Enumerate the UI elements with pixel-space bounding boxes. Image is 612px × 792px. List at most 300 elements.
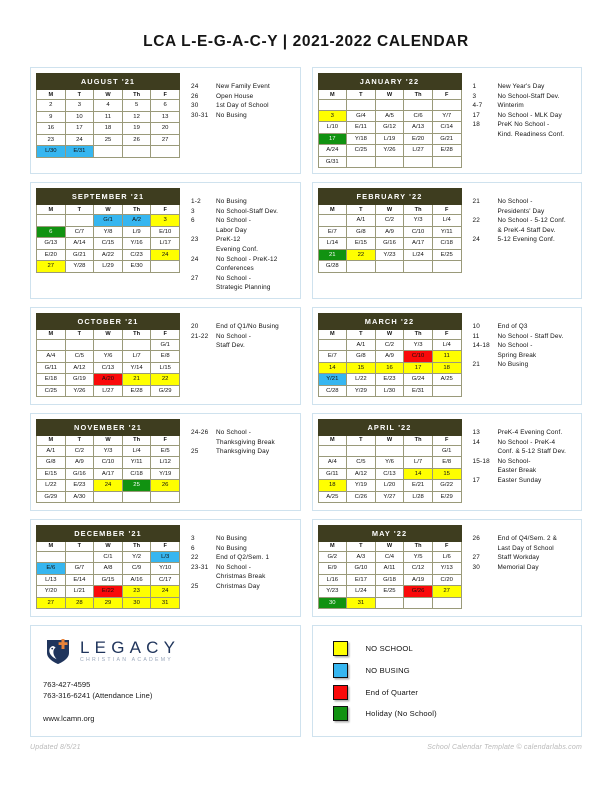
day-cell: E/31 [404, 385, 433, 397]
weekday-t: T [347, 541, 376, 551]
weekday-w: W [375, 90, 404, 100]
week-row [318, 215, 461, 227]
day-cell: 11 [432, 351, 461, 363]
month-name: OCTOBER '21 [37, 313, 180, 329]
day-cell: 5 [122, 100, 151, 112]
day-cell: 18 [432, 362, 461, 374]
day-cell: 17 [65, 123, 94, 135]
note-text: Conf. & 5-12 Staff Dev. [497, 448, 567, 456]
day-cell-empty [318, 339, 347, 351]
note-date: 24 [472, 236, 481, 244]
note-row [191, 544, 295, 554]
day-cell: 31 [151, 597, 180, 609]
day-cell: G/15 [94, 574, 123, 586]
note-row [473, 428, 577, 438]
note-row [473, 111, 577, 121]
legend-row-no-school [333, 641, 570, 656]
day-cell: E/21 [404, 480, 433, 492]
weekday-w: W [375, 435, 404, 445]
school-logo [43, 636, 288, 666]
day-cell: 27 [37, 261, 66, 273]
day-cell: 3 [318, 110, 347, 122]
week-row [318, 574, 461, 586]
note-row [473, 235, 577, 245]
day-cell: C/6 [404, 110, 433, 122]
day-cell: E/20 [37, 249, 66, 261]
day-cell-empty [318, 100, 347, 111]
day-cell: 16 [37, 123, 66, 135]
day-cell: E/25 [375, 586, 404, 598]
day-cell: G/2 [318, 551, 347, 563]
day-cell: Y/28 [65, 261, 94, 273]
day-cell: G/12 [375, 122, 404, 134]
day-cell-empty [404, 156, 433, 168]
note-row [191, 447, 295, 457]
note-text: No School - PreK-4 [497, 438, 556, 446]
day-cell: 12 [122, 111, 151, 123]
legend-label-holiday: Holiday (No School) [365, 709, 437, 719]
day-cell: 13 [151, 111, 180, 123]
month-notes-march-22 [462, 313, 577, 370]
week-row [318, 133, 461, 145]
day-cell: E/8 [151, 351, 180, 363]
day-cell: L/4 [122, 445, 151, 457]
month-table-december-21 [36, 525, 180, 610]
note-date: 22 [191, 554, 199, 562]
day-cell: G/16 [65, 468, 94, 480]
weekday-f: F [151, 541, 180, 551]
day-cell: A/9 [375, 226, 404, 238]
day-cell: 19 [122, 123, 151, 135]
day-cell: G/13 [37, 238, 66, 250]
month-notes-may-22 [462, 525, 577, 572]
month-panel-february-22 [312, 182, 583, 299]
month-panel-december-21 [30, 519, 301, 617]
month-notes-december-21 [180, 525, 295, 592]
note-date: 1 [472, 83, 477, 90]
note-row [191, 264, 295, 274]
day-cell: E/7 [318, 226, 347, 238]
day-cell: A/17 [94, 468, 123, 480]
day-cell: E/17 [347, 574, 376, 586]
note-text: No School - [497, 342, 533, 350]
month-name: APRIL '22 [318, 419, 461, 435]
day-cell: Y/6 [94, 351, 123, 363]
note-row [473, 447, 577, 457]
day-cell-empty [404, 261, 433, 273]
note-row [473, 82, 577, 92]
day-cell-empty [375, 597, 404, 609]
day-cell: L/7 [122, 351, 151, 363]
day-cell: C/13 [94, 362, 123, 374]
week-row [37, 226, 180, 238]
day-cell: L/22 [347, 374, 376, 386]
day-cell: G/4 [347, 110, 376, 122]
day-cell: 27 [37, 597, 66, 609]
day-cell-empty [404, 445, 433, 457]
weekday-m: M [37, 205, 66, 215]
day-cell: A/2 [122, 215, 151, 227]
month-table-february-22 [318, 188, 462, 273]
week-row [318, 145, 461, 157]
note-row [473, 207, 577, 217]
weekday-f: F [151, 435, 180, 445]
day-cell: G/10 [347, 563, 376, 575]
day-cell: G/21 [65, 249, 94, 261]
day-cell: A/14 [65, 238, 94, 250]
weekday-header-row [37, 541, 180, 551]
day-cell: G/1 [94, 215, 123, 227]
day-cell: G/28 [318, 261, 347, 273]
note-row [191, 226, 295, 236]
day-cell: L/27 [404, 145, 433, 157]
month-header-row [37, 313, 180, 329]
day-cell: G/29 [151, 385, 180, 397]
day-cell: C/4 [375, 551, 404, 563]
day-cell: E/23 [65, 480, 94, 492]
note-date: 22 [472, 217, 481, 225]
note-row [473, 120, 577, 130]
week-row [318, 351, 461, 363]
month-panel-march-22 [312, 307, 583, 405]
day-cell: L/27 [94, 385, 123, 397]
note-date: 1-2 [191, 198, 201, 205]
weekday-th: Th [404, 205, 433, 215]
day-cell: G/21 [432, 133, 461, 145]
day-cell-empty [375, 156, 404, 168]
day-cell: 25 [94, 134, 123, 146]
week-row [37, 146, 180, 158]
legend-row-end-of-quarter [333, 685, 570, 700]
note-text: 1st Day of School [216, 102, 269, 110]
note-text: No School - MLK Day [497, 111, 562, 119]
day-cell: A/19 [404, 574, 433, 586]
day-cell: L/30 [37, 146, 66, 158]
day-cell: G/31 [318, 156, 347, 168]
week-row [37, 551, 180, 563]
legend-label-no-busing: NO BUSING [365, 665, 410, 675]
note-row [191, 563, 295, 573]
note-date: 24-26 [191, 428, 209, 436]
month-name: NOVEMBER '21 [37, 419, 180, 435]
note-text: No School - [216, 332, 252, 340]
day-cell: C/28 [318, 385, 347, 397]
weekday-w: W [94, 329, 123, 339]
week-row [318, 110, 461, 122]
note-date: 24 [191, 83, 199, 90]
day-cell: 26 [122, 134, 151, 146]
week-row [318, 122, 461, 134]
weekday-th: Th [122, 435, 151, 445]
note-text: End of Q4/Sem. 2 & [497, 534, 558, 542]
note-text: End of Q1/No Busing [216, 322, 279, 330]
note-row [473, 476, 577, 486]
day-cell-empty [347, 100, 376, 111]
note-date: 14 [472, 438, 481, 446]
week-row [318, 249, 461, 261]
day-cell: L/30 [375, 385, 404, 397]
weekday-header-row [318, 329, 461, 339]
note-row [191, 322, 295, 332]
school-info-box [30, 625, 301, 738]
note-row [191, 438, 295, 448]
weekday-t: T [347, 205, 376, 215]
day-cell: C/20 [432, 574, 461, 586]
month-notes-august-21 [180, 73, 295, 120]
month-header-row [318, 313, 461, 329]
day-cell: Y/3 [404, 215, 433, 227]
day-cell: 3 [151, 215, 180, 227]
day-cell: 20 [151, 123, 180, 135]
school-website[interactable]: www.lcamn.org [43, 713, 95, 723]
day-cell: A/3 [347, 551, 376, 563]
day-cell: G/1 [432, 445, 461, 457]
weekday-w: W [375, 205, 404, 215]
week-row [37, 351, 180, 363]
day-cell: Y/7 [432, 110, 461, 122]
day-cell: C/18 [432, 238, 461, 250]
day-cell: E/20 [404, 133, 433, 145]
note-text: Presidents' Day [497, 207, 545, 215]
note-date: 13 [472, 428, 481, 436]
note-date: 21 [472, 198, 481, 205]
day-cell: G/16 [375, 238, 404, 250]
note-row [191, 82, 295, 92]
day-cell: E/31 [65, 146, 94, 158]
day-cell: 25 [122, 480, 151, 492]
weekday-f: F [432, 205, 461, 215]
note-row [191, 92, 295, 102]
day-cell: G/7 [65, 563, 94, 575]
day-cell: Y/5 [404, 551, 433, 563]
note-text: No School - [497, 198, 533, 205]
weekday-header-row [37, 329, 180, 339]
weekday-th: Th [122, 541, 151, 551]
day-cell: E/14 [65, 574, 94, 586]
note-row [473, 341, 577, 351]
weekday-t: T [65, 541, 94, 551]
day-cell: 21 [318, 249, 347, 261]
weekday-header-row [318, 541, 461, 551]
note-text: Strategic Planning [216, 284, 271, 292]
note-text: Thanksgiving Day [216, 448, 270, 456]
day-cell: E/5 [151, 445, 180, 457]
weekday-t: T [347, 435, 376, 445]
weekday-w: W [94, 541, 123, 551]
day-cell-empty [432, 100, 461, 111]
note-date: 3 [472, 92, 477, 100]
months-grid [30, 67, 582, 617]
day-cell: L/24 [347, 586, 376, 598]
day-cell-empty [347, 156, 376, 168]
month-notes-november-21 [180, 419, 295, 457]
weekday-f: F [151, 90, 180, 100]
day-cell: L/4 [432, 339, 461, 351]
day-cell: 21 [122, 374, 151, 386]
note-row [191, 255, 295, 265]
weekday-m: M [37, 435, 66, 445]
note-date: 21 [472, 361, 481, 369]
note-date: 17 [472, 476, 481, 484]
weekday-header-row [318, 205, 461, 215]
note-text: Easter Sunday [497, 476, 542, 484]
note-text: PreK-12 [216, 236, 241, 244]
day-cell: G/24 [404, 374, 433, 386]
day-cell: Y/21 [318, 374, 347, 386]
day-cell: A/13 [404, 122, 433, 134]
month-notes-february-22 [462, 188, 577, 245]
day-cell: E/18 [37, 374, 66, 386]
day-cell: 16 [375, 362, 404, 374]
day-cell: A/22 [94, 249, 123, 261]
day-cell: G/11 [37, 362, 66, 374]
day-cell: L/28 [404, 491, 433, 503]
note-text: 5-12 Evening Conf. [497, 236, 555, 244]
note-date: 27 [472, 554, 481, 562]
day-cell: C/2 [65, 445, 94, 457]
month-panel-april-22 [312, 413, 583, 511]
weekday-t: T [65, 205, 94, 215]
note-date: 30-31 [191, 111, 209, 119]
day-cell-empty [65, 339, 94, 351]
day-cell: Y/3 [94, 445, 123, 457]
legend-swatch-holiday [333, 706, 348, 721]
legend-swatch-no-busing [333, 663, 348, 678]
day-cell-empty [375, 445, 404, 457]
legend-label-no-school: NO SCHOOL [365, 644, 413, 654]
weekday-header-row [37, 435, 180, 445]
bottom-section [30, 625, 582, 738]
day-cell: Y/23 [318, 586, 347, 598]
note-text: No Busing [497, 361, 529, 369]
week-row [37, 597, 180, 609]
day-cell-empty [151, 491, 180, 503]
week-row [37, 480, 180, 492]
day-cell: C/15 [94, 238, 123, 250]
day-cell: Y/8 [94, 226, 123, 238]
day-cell: C/2 [375, 339, 404, 351]
month-name: SEPTEMBER '21 [37, 189, 180, 205]
month-notes-september-21 [180, 188, 295, 293]
note-text: Evening Conf. [216, 245, 259, 253]
note-row [473, 351, 577, 361]
note-date: 14-18 [472, 342, 490, 350]
note-text: No Busing [216, 198, 247, 205]
week-row [37, 123, 180, 135]
day-cell: L/12 [151, 457, 180, 469]
legend-box [312, 625, 583, 738]
note-text: No Busing [216, 111, 247, 119]
day-cell-empty [151, 146, 180, 158]
day-cell: E/28 [122, 385, 151, 397]
note-text: & PreK-4 Staff Dev. [497, 226, 556, 234]
day-cell: 23 [37, 134, 66, 146]
month-notes-april-22 [462, 419, 577, 486]
legend-row-no-busing [333, 663, 570, 678]
month-panel-august-21 [30, 67, 301, 174]
day-cell: A/11 [375, 563, 404, 575]
note-row [473, 544, 577, 554]
note-text: Christmas Break [216, 573, 266, 581]
day-cell: L/9 [122, 226, 151, 238]
day-cell: A/4 [37, 351, 66, 363]
month-notes-january-22 [462, 73, 577, 140]
note-date: 3 [191, 207, 195, 215]
week-row [318, 468, 461, 480]
month-table-august-21 [36, 73, 180, 158]
weekday-f: F [432, 435, 461, 445]
day-cell-empty [65, 215, 94, 227]
week-row [318, 491, 461, 503]
day-cell: C/25 [37, 385, 66, 397]
note-row [191, 111, 295, 121]
day-cell: E/9 [318, 563, 347, 575]
week-row [318, 156, 461, 168]
day-cell: A/1 [347, 339, 376, 351]
month-panel-october-21 [30, 307, 301, 405]
month-table-may-22 [318, 525, 462, 610]
month-table-march-22 [318, 313, 462, 398]
note-date: 11 [472, 332, 480, 340]
day-cell: Y/29 [347, 385, 376, 397]
day-cell: C/10 [404, 351, 433, 363]
legacy-shield-icon [43, 636, 73, 666]
day-cell: 26 [151, 480, 180, 492]
month-header-row [37, 189, 180, 205]
note-date: 17 [472, 111, 481, 119]
day-cell: 3 [65, 100, 94, 112]
note-row [191, 341, 295, 351]
day-cell: C/2 [375, 215, 404, 227]
week-row [37, 339, 180, 351]
note-date: 30 [191, 102, 199, 110]
note-text: Conferences [216, 265, 254, 273]
school-contact [43, 679, 288, 725]
day-cell: Y/20 [37, 586, 66, 598]
weekday-header-row [37, 205, 180, 215]
day-cell: 10 [65, 111, 94, 123]
week-row [318, 226, 461, 238]
note-text: No School- [497, 457, 531, 465]
day-cell: C/9 [122, 563, 151, 575]
day-cell: 17 [318, 133, 347, 145]
page-footer [30, 744, 582, 751]
day-cell: 29 [94, 597, 123, 609]
note-row [473, 130, 577, 140]
day-cell: A/30 [65, 491, 94, 503]
day-cell: A/20 [94, 374, 123, 386]
day-cell: G/8 [347, 351, 376, 363]
weekday-m: M [318, 205, 347, 215]
day-cell: G/8 [347, 226, 376, 238]
day-cell: E/8 [432, 457, 461, 469]
note-date: 3 [191, 534, 195, 542]
day-cell-empty [94, 339, 123, 351]
day-cell: G/19 [65, 374, 94, 386]
week-row [37, 374, 180, 386]
weekday-th: Th [122, 329, 151, 339]
day-cell: A/12 [347, 468, 376, 480]
day-cell: 6 [37, 226, 66, 238]
week-row [37, 249, 180, 261]
weekday-t: T [65, 435, 94, 445]
day-cell: 22 [347, 249, 376, 261]
note-row [191, 428, 295, 438]
note-row [191, 274, 295, 284]
week-row [37, 100, 180, 112]
day-cell: A/25 [432, 374, 461, 386]
month-name: MARCH '22 [318, 313, 461, 329]
